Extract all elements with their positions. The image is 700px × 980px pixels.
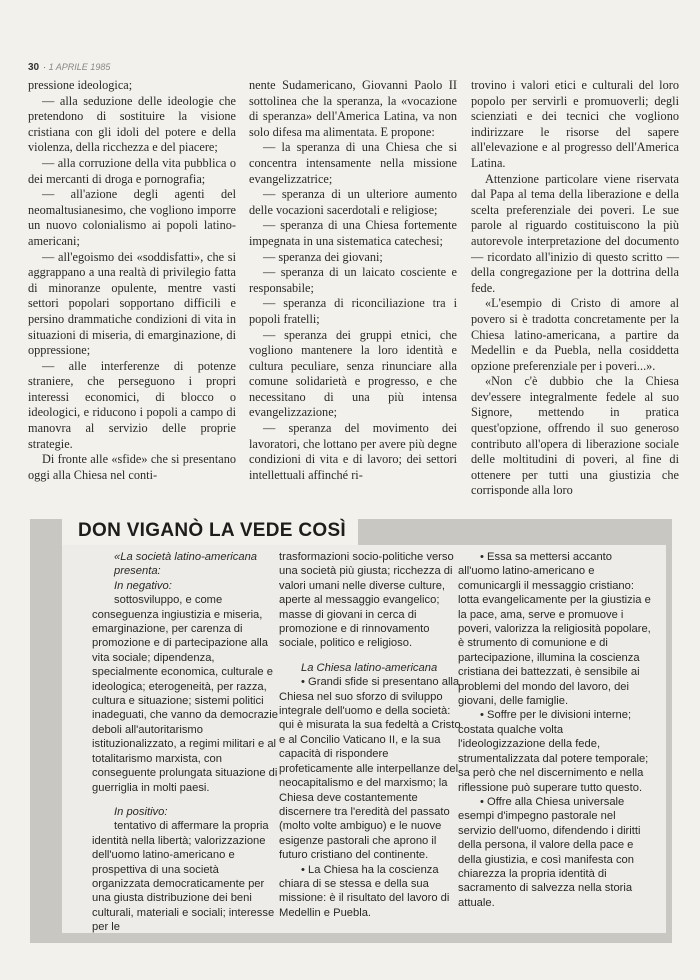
paragraph: — speranza di riconciliazione tra i popoli fratelli; <box>249 296 457 326</box>
negative-text: sottosviluppo, e come conseguenza ingiustizia e miseria, emarginazione, per carenza di promozione e di partecipazione alla vita sociale; dipendenza, specialmente economica, culturale e ideologica; eterogeneità, per razza, cultura e situazione; sistemi politici inadeguati, che vanno da democrazie deboli all'autoritarismo istituzionalizzato, a regimi militari e al totalitarismo marxista, con conseguente prolungata situazione di guerriglia in molti paesi. <box>92 594 278 794</box>
paragraph: — la speranza di una Chiesa che si concentra intensamente nella missione evangelizzatrice; <box>249 140 457 186</box>
article-column-3 <box>471 78 679 499</box>
article-column-2 <box>249 78 457 483</box>
paragraph: pressione ideologica; <box>28 78 133 92</box>
issue-date: 1 APRILE 1985 <box>48 62 111 72</box>
box-intro: «La società latino-americana presenta: <box>114 551 258 578</box>
paragraph: — all'azione degli agenti del neomaltusianesimo, che vogliono imporre un nuovo colonialismo ai popoli latino-americani; <box>28 187 236 248</box>
paragraph: — alla corruzione della vita pubblica o dei mercanti di droga e pornografia; <box>28 155 236 186</box>
box-paragraph: • Offre alla Chiesa universale esempi d'impegno pastorale nel servizio dell'uomo, difendendo i diritti della persona, il valore della pace e della giustizia, e così manifesta con chiarezza la propria identità di sacramento di salvezza nella storia attuale. <box>458 795 641 909</box>
page-number: 30 <box>28 62 40 73</box>
paragraph: Attenzione particolare viene riservata dal Papa al tema della liberazione e della scelta preferenziale dei poveri. Le sue parole al riguardo costituiscono la più autorevole interpretazione del documento — ricordato all'inizio di questo scritto — della congregazione per la dottrina della fede. <box>471 171 679 295</box>
paragraph: trovino i valori etici e culturali del loro popolo per servirli e promuoverli; degli scienziati e dei tecnici che vogliono indirizzare le risorse del sapere all'elevazione e al progresso dell'America Latina. <box>471 78 679 170</box>
positive-label: In positivo: <box>114 805 168 818</box>
paragraph: — alle interferenze di potenze straniere, che perseguono i propri interessi economici, di blocco o ideologici, e riducono i popoli a campo di manovra al servizio delle proprie strategie. <box>28 358 236 451</box>
paragraph: Di fronte alle «sfide» che si presentano oggi alla Chiesa nel conti- <box>28 452 236 482</box>
paragraph: nente Sudamericano, Giovanni Paolo II sottolinea che la speranza, la «vocazione di speranza» dell'America Latina, va non solo difesa ma alimentata. E propone: <box>249 78 457 139</box>
paragraph: — speranza del movimento dei lavoratori, che lottano per avere più degne condizioni di vita e di lavoro; dei settori intellettuali affinché ri- <box>249 421 457 482</box>
box-column-3 <box>458 550 652 910</box>
article-column-1 <box>28 78 236 483</box>
paragraph: — all'egoismo dei «soddisfatti», che si aggrappano a una realtà di privilegio fatta di minoranze opulente, mentre vasti settori popolari sopportano difficili e persino drammatiche condizioni di vita in situazioni di miseria, di emarginazione, di oppressione; <box>28 249 236 358</box>
box-paragraph: • Grandi sfide si presentano alla Chiesa nel suo sforzo di sviluppo integrale dell'uomo e della società: qui è misurata la sua fedeltà a Cristo e al Concilio Vaticano II, e la sua capacità di rispondere profeticamente alle interpellanze del neocapitalismo e del marxismo; la Chiesa deve costantemente discernere tra l'eredità del passato (molto volte ambiguo) e le nuove esigenze pastorali che aprono il futuro cristiano del continente. <box>279 676 461 862</box>
box-paragraph: • La Chiesa ha la coscienza chiara di se stessa e della sua missione: è il risultato del lavoro di Medellin e Puebla. <box>279 863 450 919</box>
box-column-2 <box>279 550 465 920</box>
positive-text: tentativo di affermare la propria identità nella libertà; valorizzazione dell'uomo latino-americano e prospettiva di una società organizzata democraticamente per una giusta distribuzione dei beni culturali, materiali e sociali; interesse per le <box>92 820 275 934</box>
paragraph: — speranza dei giovani; <box>263 249 383 264</box>
box-subheading: La Chiesa latino-americana <box>301 661 438 674</box>
box-column-1 <box>92 550 278 935</box>
paragraph: — speranza dei gruppi etnici, che vogliono mantenere la loro identità e cultura peculiare, senza rinunciare alla comune solidarietà e progresso, e che necessitano di una più intensa evangelizzazione; <box>249 327 457 420</box>
paragraph: — speranza di un ulteriore aumento delle vocazioni sacerdotali e religiose; <box>249 187 457 217</box>
box-paragraph: • Essa sa mettersi accanto all'uomo latino-americano e comunicargli il messaggio cristiano: lotta evangelicamente per la giustizia e la pace, ama, serve e promuove i poveri, valorizza la religiosità popolare, è strumento di comunione e di partecipazione, illumina la coscienza cristiana dei battezzati, è sensibile ai problemi del mondo del lavoro, dei giovani, delle famiglie. <box>458 551 651 708</box>
box-paragraph: trasformazioni socio-politiche verso una società più giusta; ricchezza di valori umani nelle diverse culture, aperte al messaggio evangelico; masse di giovani in cerca di promozione e di rinnovamento sociale, politico e religioso. <box>279 551 454 650</box>
article-body <box>28 78 678 498</box>
paragraph: «L'esempio di Cristo di amore al povero si è tradotta concretamente per la Chiesa latino-americana, a partire da Medellin e da Puebla, nella cosiddetta opzione preferenziale per i poveri...». <box>471 296 679 373</box>
paragraph: — speranza di una Chiesa fortemente impegnata in una sistematica catechesi; <box>249 218 457 248</box>
page-header: 30 · 1 APRILE 1985 <box>28 62 111 73</box>
negative-label: In negativo: <box>114 579 172 592</box>
paragraph: «Non c'è dubbio che la Chiesa dev'essere integralmente fedele al suo Signore, mettendo in pratica quest'opzione, offrendo il suo generoso contributo all'opera di liberazione sociale delle moltitudini di poveri, al fine di ottenere per tutti una giustizia che corrisponde alla loro <box>471 374 679 498</box>
paragraph: — alla seduzione delle ideologie che pretendono di sostituire la visione cristiana con gli idoli del potere e della violenza, della ricchezza e del piacere; <box>28 93 236 155</box>
box-paragraph: • Soffre per le divisioni interne; costata qualche volta l'ideologizzazione della fede, strumentalizzata dal potere temporale; sa però che nel discernimento e nella riflessione può superare tutto questo. <box>458 709 649 794</box>
box-title: DON VIGANÒ LA VEDE COSÌ <box>78 520 347 541</box>
paragraph: — speranza di un laicato cosciente e responsabile; <box>249 265 457 295</box>
